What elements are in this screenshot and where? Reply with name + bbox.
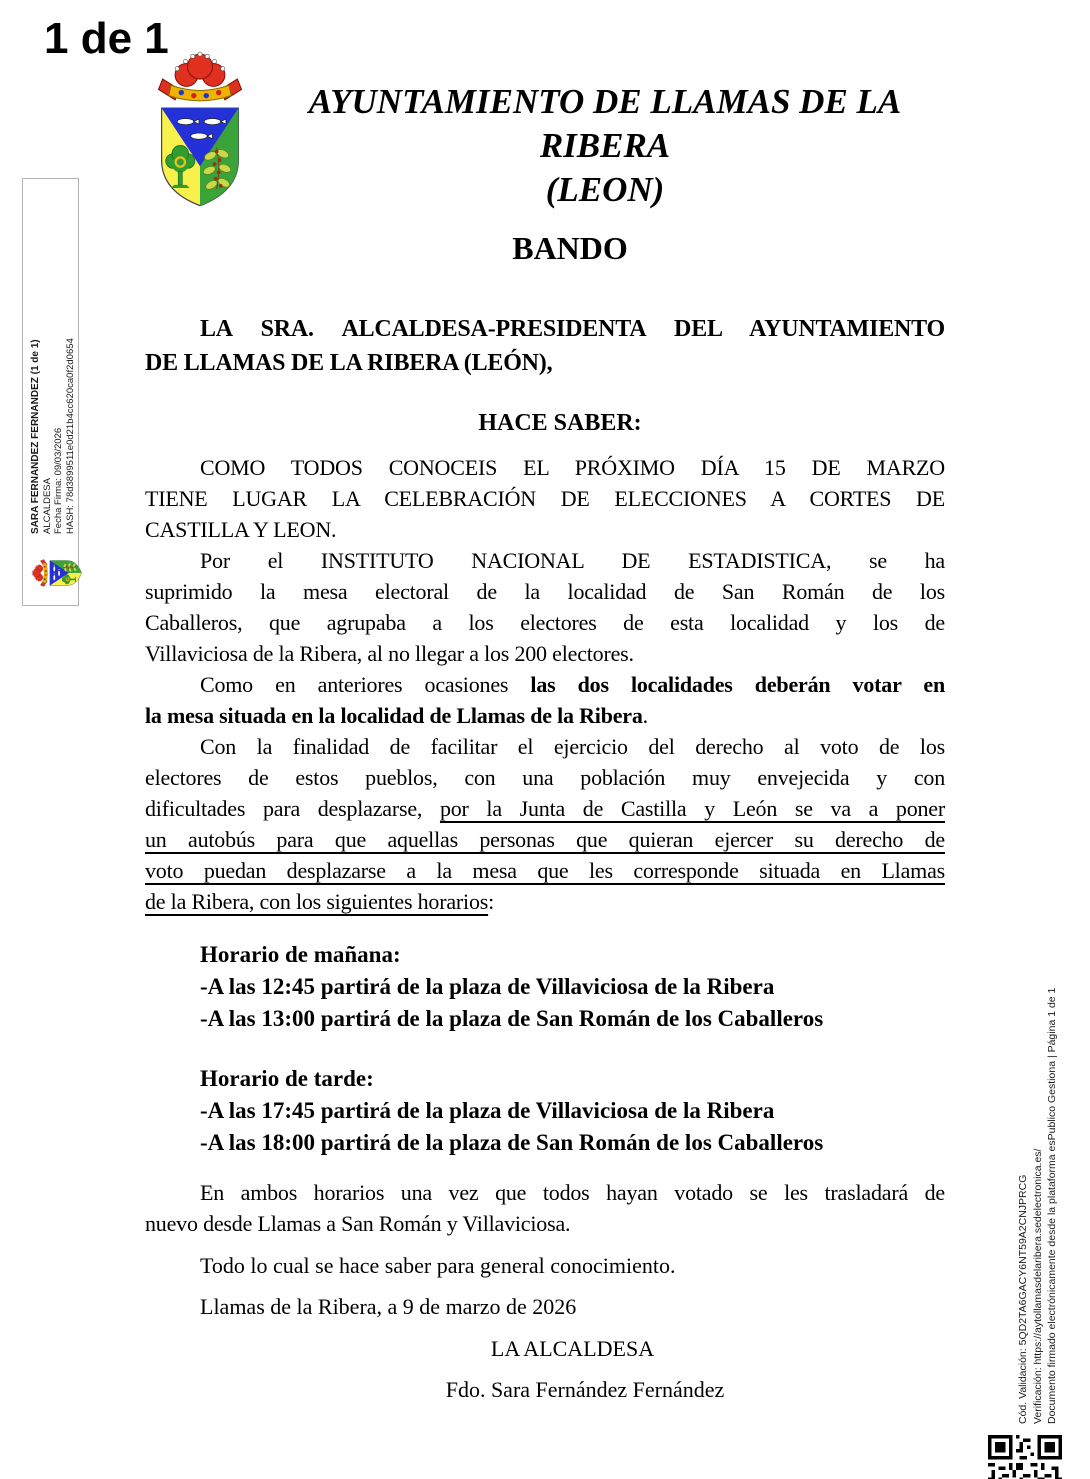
bold-text: la mesa situada en la localidad de Llamas de la Ribera <box>145 703 643 728</box>
text-line <box>145 638 945 669</box>
schedule-morning-title: Horario de mañana: <box>200 942 401 967</box>
dateline: Llamas de la Ribera, a 9 de marzo de 2026 <box>200 1294 577 1319</box>
text-line <box>145 700 945 731</box>
bold-text: las dos localidades deberán votar en <box>530 672 945 697</box>
page-indicator: 1 de 1 <box>44 14 169 63</box>
underlined-text: de la Ribera, con los siguientes horarios <box>145 889 489 914</box>
text-line <box>145 346 945 380</box>
text-line <box>145 483 945 514</box>
underlined-text: voto puedan desplazarse a la mesa que les corresponde situada en Llamas <box>145 858 945 883</box>
paragraph-closing: Todo lo cual se hace saber para general conocimiento. <box>200 1253 676 1278</box>
text-segment: Por el INSTITUTO NACIONAL DE ESTADISTICA, se ha <box>200 548 945 573</box>
schedule-evening-line: -A las 18:00 partirá de la plaza de San Román de los Caballeros <box>200 1130 824 1155</box>
paragraph-intro <box>145 312 945 380</box>
schedule-gap <box>200 1035 945 1063</box>
coat-of-arms-small-image <box>31 555 85 591</box>
schedule-evening-title: Horario de tarde: <box>200 1066 374 1091</box>
text-line <box>145 1208 945 1239</box>
document-title <box>252 80 958 212</box>
text-line <box>145 514 945 545</box>
text-line <box>145 731 945 762</box>
text-segment: : <box>488 889 495 914</box>
text-line <box>145 669 945 700</box>
text-line <box>145 452 945 483</box>
validation-sidebar <box>1016 932 1062 1424</box>
text-segment: Villaviciosa de la Ribera, al no llegar a los 200 electores. <box>145 641 634 666</box>
text-segment: COMO TODOS CONOCEIS EL PRÓXIMO DÍA 15 DE MARZO <box>200 455 945 480</box>
signer-name: SARA FERNANDEZ FERNANDEZ (1 de 1) <box>30 339 41 534</box>
text-line <box>145 886 945 917</box>
platform-note: Documento firmado electrónicamente desde la plataforma esPublico Gestiona | Página 1 de 1 <box>1046 987 1058 1424</box>
signer-role: ALCALDESA <box>41 478 53 534</box>
signature-stamp-box <box>22 178 79 606</box>
schedule-block <box>200 939 945 1159</box>
underlined-text: un autobús para que aquellas personas que quieran ejercer su derecho de <box>145 827 945 852</box>
text-segment: TIENE LUGAR LA CELEBRACIÓN DE ELECCIONES A CORTES DE <box>145 486 945 511</box>
text-line <box>145 312 945 346</box>
signature-stamp-text <box>30 272 76 534</box>
text-segment: nuevo desde Llamas a San Román y Villaviciosa. <box>145 1211 571 1236</box>
paragraph-return-trip <box>145 1177 945 1239</box>
schedule-morning-line: -A las 13:00 partirá de la plaza de San Román de los Caballeros <box>200 1006 824 1031</box>
text-segment: Caballeros, que agrupaba a los electores de esta localidad y los de <box>145 610 945 635</box>
text-line <box>145 855 945 886</box>
signature-name: Fdo. Sara Fernández Fernández <box>445 1377 725 1402</box>
text-line <box>145 545 945 576</box>
title-line: AYUNTAMIENTO DE LLAMAS DE LA <box>308 82 902 121</box>
text-line <box>145 1177 945 1208</box>
validation-code: Cód. Validación: 5QD2TA6GACY6NT59A2CNJPRCG <box>1017 1174 1029 1424</box>
paragraph-voting-place <box>145 669 945 731</box>
underlined-text: por la Junta de Castilla y León se va a poner <box>439 796 945 821</box>
document-body <box>145 230 945 1406</box>
text-segment: Como en anteriores ocasiones <box>200 672 531 697</box>
paragraph-ine <box>145 545 945 669</box>
sign-date: Fecha Firma: 09/03/2026 <box>53 427 64 534</box>
title-line: RIBERA <box>539 126 671 165</box>
bold-text: LA SRA. ALCALDESA-PRESIDENTA DEL AYUNTAMIENTO <box>200 316 945 342</box>
qr-code <box>988 1435 1062 1479</box>
verification-url: Verificación: https://aytollamasdelaribera.sedelectronica.es/ <box>1031 1148 1044 1424</box>
sign-hash: HASH: 78d3899511e0d21b4cc620ca0f2d0654 <box>64 338 76 534</box>
bold-text: DE LLAMAS DE LA RIBERA (LEÓN), <box>145 350 553 376</box>
title-line: (LEON) <box>545 170 665 209</box>
schedule-morning-line: -A las 12:45 partirá de la plaza de Villaviciosa de la Ribera <box>200 974 775 999</box>
paragraph-elections <box>145 452 945 545</box>
text-line <box>145 576 945 607</box>
signature-role: LA ALCALDESA <box>490 1336 655 1361</box>
text-segment: Con la finalidad de facilitar el ejercicio del derecho al voto de los <box>200 734 945 759</box>
coat-of-arms-image <box>148 50 252 216</box>
schedule-evening-line: -A las 17:45 partirá de la plaza de Villaviciosa de la Ribera <box>200 1098 775 1123</box>
text-line <box>145 607 945 638</box>
paragraph-bus-service <box>145 731 945 917</box>
text-line <box>145 824 945 855</box>
text-segment: . <box>642 703 648 728</box>
text-line <box>145 793 945 824</box>
text-line <box>145 762 945 793</box>
text-segment: suprimido la mesa electoral de la localidad de San Román de los <box>145 579 945 604</box>
text-segment: CASTILLA Y LEON. <box>145 517 337 542</box>
text-segment: dificultades para desplazarse, <box>145 796 440 821</box>
hace-saber-heading: HACE SABER: <box>478 410 642 436</box>
text-segment: electores de estos pueblos, con una población muy envejecida y con <box>145 765 945 790</box>
text-segment: En ambos horarios una vez que todos hayan votado se les trasladará de <box>200 1180 945 1205</box>
bando-heading: BANDO <box>512 230 628 266</box>
